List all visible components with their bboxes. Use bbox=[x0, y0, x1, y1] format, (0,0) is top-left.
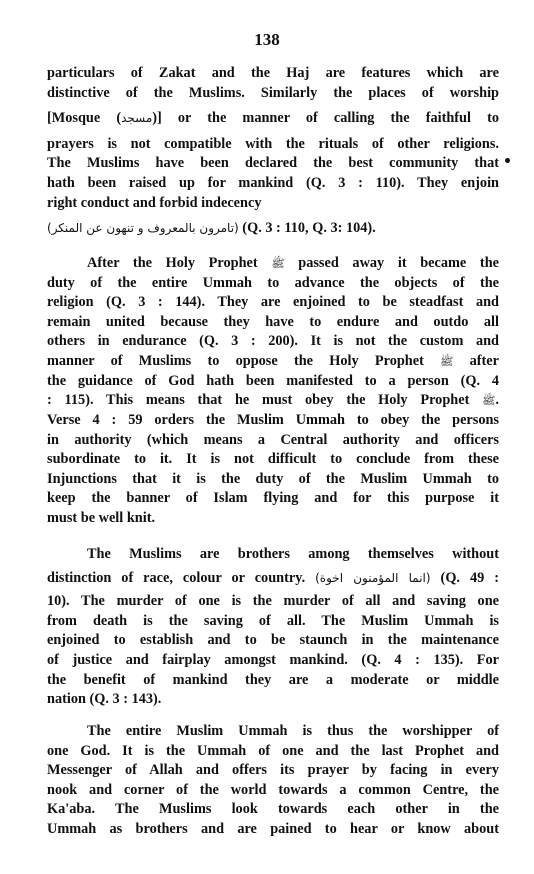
text-line: The entire Muslim Ummah is thus the worshipper of bbox=[87, 723, 499, 739]
text-line: particulars of Zakat and the Haj are features which are bbox=[47, 65, 499, 81]
text-line: Ka'aba. The Muslims look towards each other in the bbox=[47, 801, 499, 818]
paragraph-worship bbox=[47, 722, 499, 840]
text-line: duty of the entire Ummah to advance the objects of the bbox=[47, 274, 499, 291]
text-fragment: After the Holy Prophet bbox=[87, 255, 272, 272]
text-line: the benefit of mankind they are a moderate or middle bbox=[47, 671, 499, 688]
text-line: hath been raised up for mankind (Q. 3 : 110). They enjoin bbox=[47, 174, 499, 191]
text-line: nook and corner of the world towards a common Centre, the bbox=[47, 781, 499, 798]
text-fragment: )] or the manner of calling the faithful to bbox=[152, 110, 499, 127]
text-line: right conduct and forbid indecency bbox=[47, 194, 262, 211]
text-fragment: [Mosque ( bbox=[47, 110, 122, 127]
text-fragment: distinction of race, colour or country. bbox=[47, 569, 316, 586]
text-fragment: after bbox=[453, 353, 499, 370]
page-number: 138 bbox=[254, 30, 280, 49]
margin-mark bbox=[505, 158, 510, 163]
text-line: subordinate to it. It is not difficult to conclude from these bbox=[47, 451, 499, 468]
paragraph-brotherhood bbox=[47, 545, 499, 710]
salutation-seal-icon: ﷺ bbox=[271, 257, 285, 270]
text-line: prayers is not compatible with the rituals of other religions. bbox=[47, 135, 499, 152]
paragraph-zakat-haj bbox=[47, 64, 499, 239]
text-line bbox=[47, 569, 499, 589]
text-line: nation (Q. 3 : 143). bbox=[47, 691, 162, 708]
text-line: The Muslims are brothers among themselves without bbox=[87, 546, 499, 562]
text-line: others in endurance (Q. 3 : 200). It is not the custom and bbox=[47, 333, 499, 350]
text-line: 10). The murder of one is the murder of all and saving one bbox=[47, 593, 499, 610]
text-line: must be well knit. bbox=[47, 509, 156, 526]
salutation-seal-icon: ﷺ bbox=[440, 355, 454, 369]
text-fragment: . bbox=[495, 392, 499, 409]
text-line: the guidance of God hath been manifested to a person (Q. 4 bbox=[47, 372, 499, 389]
text-fragment: manner of Muslims to oppose the Holy Prophet bbox=[47, 353, 441, 370]
text-line: The Muslims have been declared the best community that bbox=[47, 155, 499, 172]
text-line: Injunctions that it is the duty of the Muslim Ummah to bbox=[47, 470, 499, 487]
text-fragment: (Q. 49 : bbox=[430, 569, 499, 586]
salutation-seal-icon: ﷺ bbox=[482, 394, 496, 408]
text-line: Messenger of Allah and offers its prayer by facing in every bbox=[47, 762, 499, 779]
text-fragment: : 115). This means that he must obey the Holy Prophet bbox=[47, 392, 483, 409]
text-line: in authority (which means a Central authority and officers bbox=[47, 431, 499, 448]
arabic-quran-quote: (انما المؤمنون اخوة) bbox=[315, 570, 431, 585]
text-line bbox=[47, 109, 499, 129]
arabic-mosque-word: مسجد bbox=[121, 111, 153, 126]
text-line: remain united because they have to endure and outdo all bbox=[47, 313, 499, 330]
text-line bbox=[47, 352, 499, 372]
text-fragment: passed away it became the bbox=[284, 255, 499, 272]
paragraph-ummah-duty bbox=[47, 254, 499, 529]
text-line: keep the banner of Islam flying and for this purpose it bbox=[47, 490, 499, 507]
text-line: Verse 4 : 59 orders the Muslim Ummah to obey the persons bbox=[47, 411, 499, 428]
text-line: of justice and fairplay amongst mankind. (Q. 4 : 135). For bbox=[47, 651, 499, 668]
text-line: Ummah as brothers and are pained to hear or know about bbox=[47, 820, 499, 837]
text-line bbox=[47, 219, 499, 239]
text-line: enjoined to establish and to be staunch in the maintenance bbox=[47, 632, 499, 649]
text-line bbox=[47, 391, 499, 411]
text-line: religion (Q. 3 : 144). They are enjoined to be steadfast and bbox=[47, 294, 499, 311]
text-line: one God. It is the Ummah of one and the last Prophet and bbox=[47, 742, 499, 759]
text-fragment: (Q. 3 : 110, Q. 3: 104). bbox=[238, 220, 376, 237]
text-line: from death is the saving of all. The Muslim Ummah is bbox=[47, 612, 499, 629]
arabic-quran-quote: (تامرون بالمعروف و تنهون عن المنكر) bbox=[47, 221, 239, 236]
text-line bbox=[47, 254, 499, 274]
text-line: distinctive of the Muslims. Similarly the places of worship bbox=[47, 84, 499, 101]
